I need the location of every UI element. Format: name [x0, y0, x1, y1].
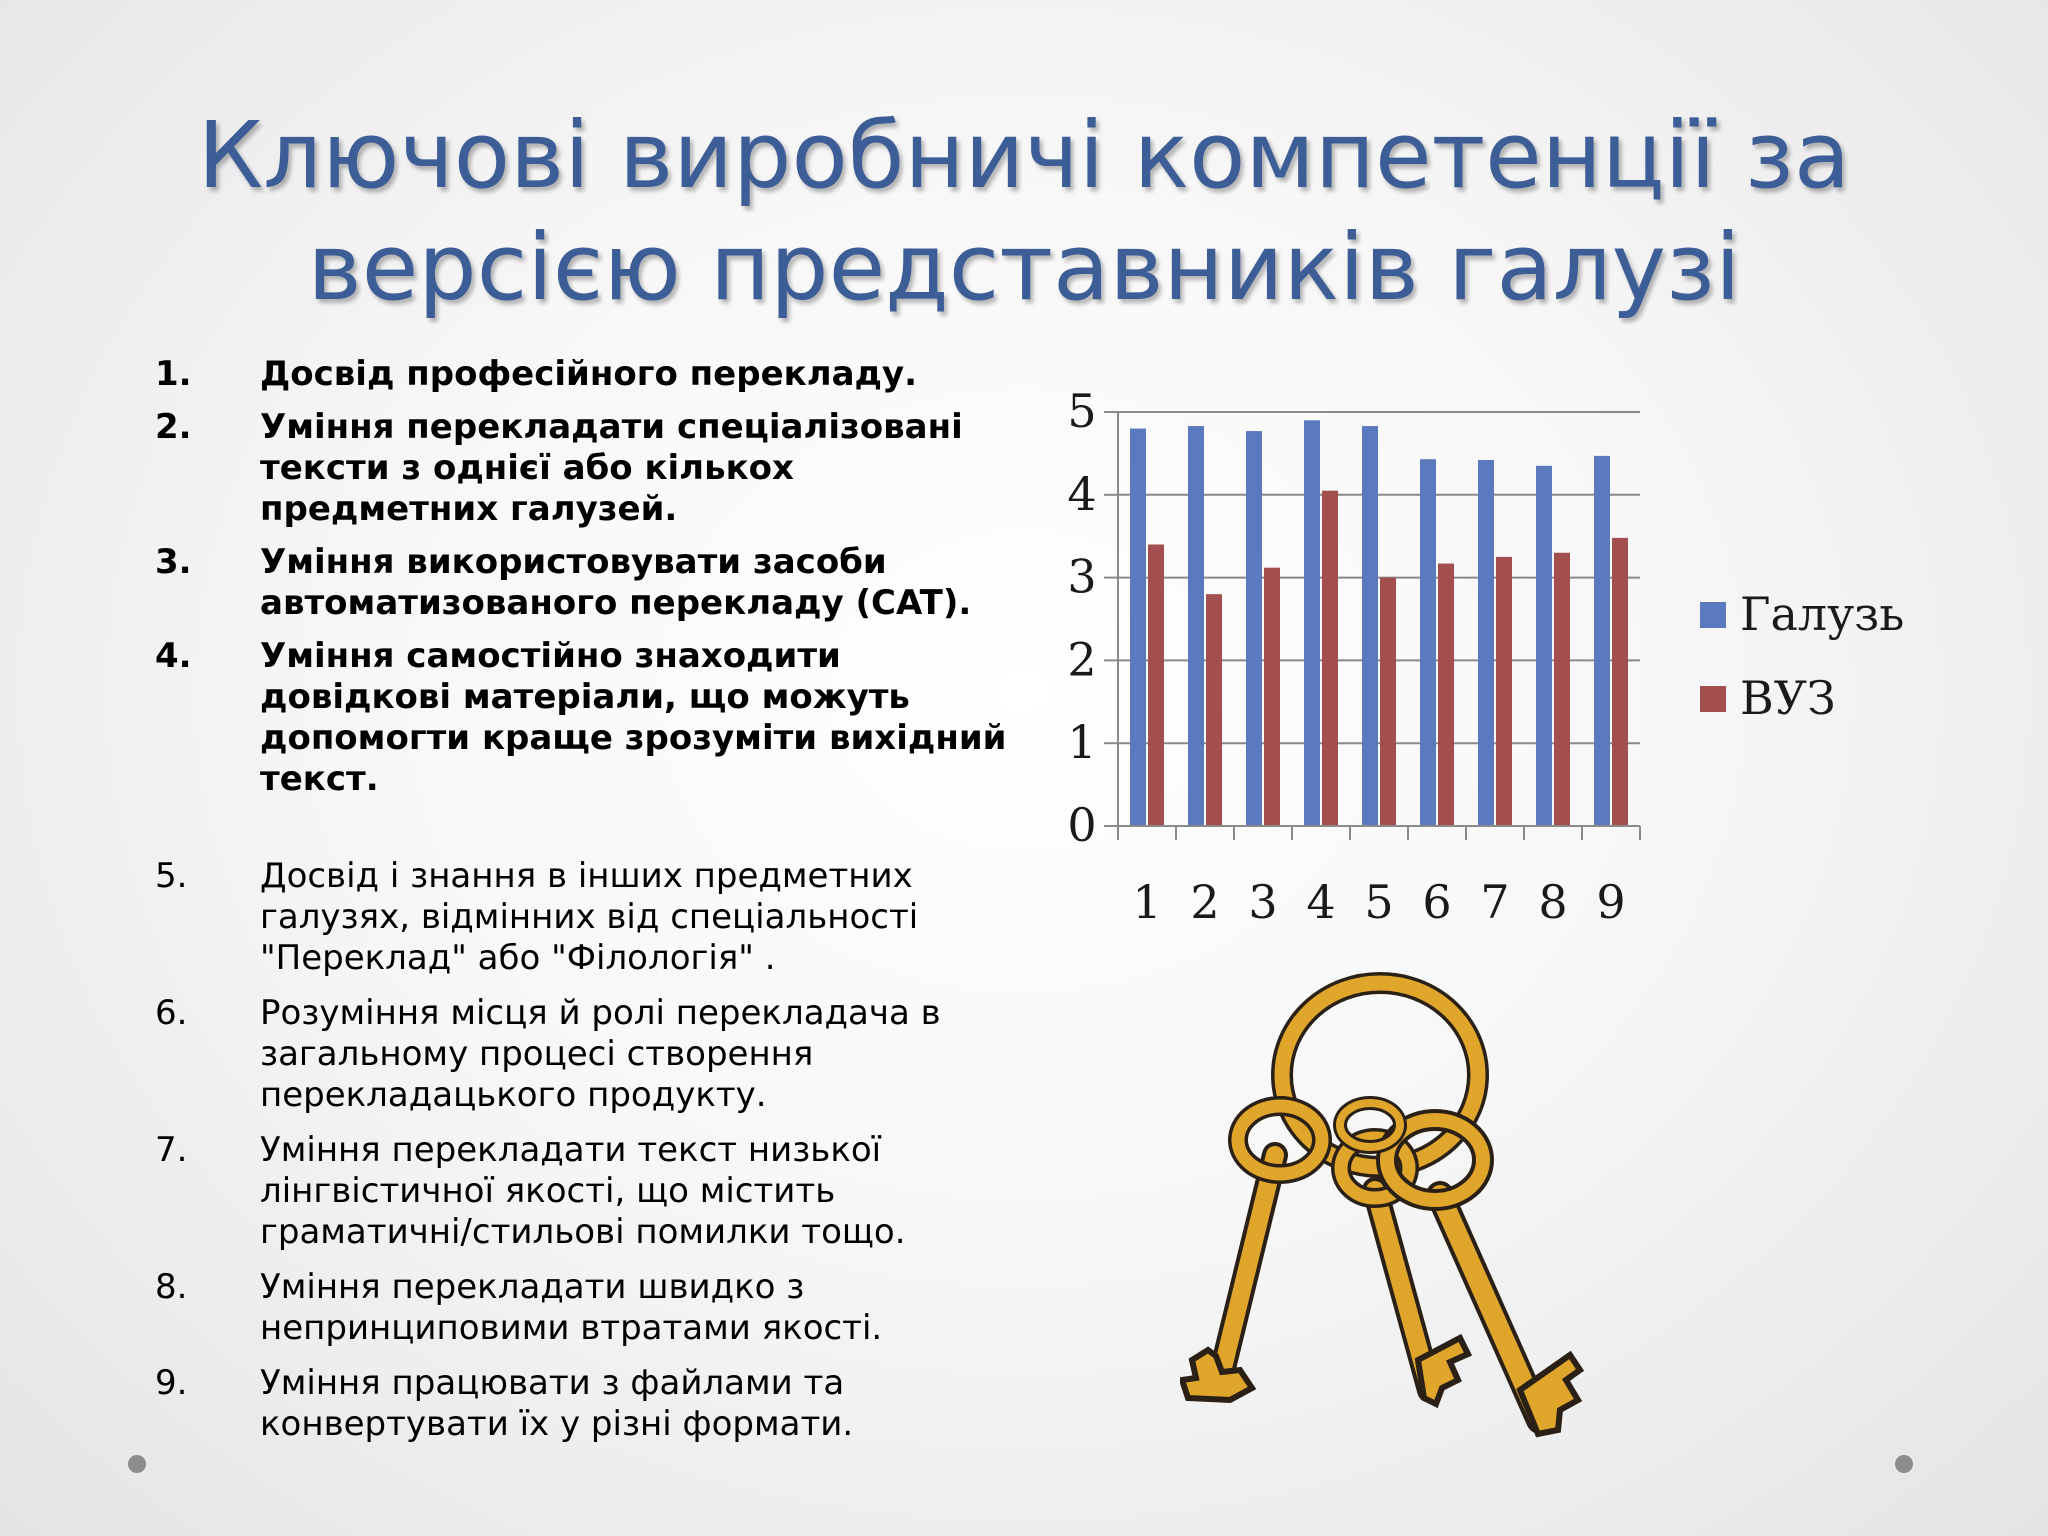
list-item-text: Уміння перекладати швидко з непринциповими втратами якості. [260, 1267, 883, 1348]
bar-university [1148, 544, 1164, 826]
list-item-number: 9. [155, 1363, 188, 1403]
y-tick-label: 2 [1067, 632, 1097, 687]
competency-bar-chart [1000, 370, 1950, 970]
bar-university [1438, 564, 1454, 826]
x-tick-label: 4 [1306, 875, 1336, 929]
title-line-1: Ключові виробничі компетенції за [197, 102, 1851, 209]
competency-list-primary [155, 354, 1015, 812]
bar-university [1264, 568, 1280, 826]
x-tick-label: 8 [1538, 875, 1568, 929]
list-item-number: 5. [155, 856, 188, 896]
x-tick-label: 9 [1596, 875, 1626, 929]
x-tick-label: 7 [1480, 875, 1510, 929]
list-item-text: Уміння працювати з файлами та конвертувати їх у різні формати. [260, 1363, 854, 1444]
y-tick-label: 0 [1067, 798, 1097, 852]
y-tick-label: 1 [1067, 715, 1097, 770]
list-item-text: Уміння перекладати спеціалізовані тексти з однієї або кількох предметних галузей. [260, 407, 963, 529]
list-item-number: 6. [155, 993, 188, 1033]
list-item [155, 1130, 1015, 1253]
list-item-number: 4. [155, 636, 192, 676]
bar-industry [1362, 426, 1378, 826]
list-item-text: Розуміння місця й ролі перекладача в загальному процесі створення перекладацького продукту. [260, 993, 941, 1115]
slide-dot-decoration [1895, 1455, 1913, 1473]
keys-illustration-icon [1180, 960, 1640, 1440]
bar-university [1322, 491, 1338, 826]
list-item-number: 3. [155, 542, 192, 582]
list-item-number: 2. [155, 407, 192, 447]
bar-university [1206, 594, 1222, 826]
y-tick-label: 4 [1067, 466, 1097, 521]
list-item-text: Досвід і знання в інших предметних галузях, відмінних від спеціальності "Переклад" або "Філологія" . [260, 856, 919, 978]
list-item [155, 993, 1015, 1116]
competency-list-secondary [155, 856, 1015, 1459]
list-item-text: Уміння самостійно знаходити довідкові матеріали, що можуть допомогти краще зрозуміти вихідний текст. [260, 636, 1007, 799]
list-item-number: 8. [155, 1267, 188, 1307]
bar-industry [1246, 431, 1262, 826]
bar-industry [1594, 456, 1610, 826]
list-item-text: Уміння перекладати текст низької лінгвістичної якості, що містить граматичні/стильові помилки тощо. [260, 1130, 906, 1252]
bar-industry [1420, 459, 1436, 826]
list-item [155, 354, 1015, 395]
bar-industry [1304, 420, 1320, 826]
chart-legend [1700, 587, 1904, 725]
x-tick-label: 3 [1248, 875, 1278, 929]
bar-university [1554, 553, 1570, 826]
list-item [155, 1267, 1015, 1349]
legend-label: ВУЗ [1740, 671, 1836, 725]
bar-industry [1536, 466, 1552, 826]
list-item [155, 407, 1015, 530]
bar-industry [1130, 429, 1146, 826]
x-tick-label: 5 [1364, 875, 1394, 929]
y-tick-label: 5 [1067, 384, 1097, 438]
list-item [155, 856, 1015, 979]
bar-university [1612, 538, 1628, 826]
legend-swatch [1700, 602, 1726, 628]
chart-bars [1130, 420, 1628, 826]
slide-title [120, 100, 1928, 324]
list-item [155, 636, 1015, 800]
legend-swatch [1700, 686, 1726, 712]
x-tick-label: 1 [1132, 875, 1162, 929]
bar-university [1380, 578, 1396, 826]
list-item [155, 1363, 1015, 1445]
list-item-text: Досвід професійного перекладу. [260, 354, 918, 394]
slide-dot-decoration [128, 1455, 146, 1473]
legend-label: Галузь [1740, 587, 1905, 641]
list-item-number: 7. [155, 1130, 188, 1170]
bar-industry [1188, 426, 1204, 826]
list-item-text: Уміння використовувати засоби автоматизованого перекладу (CAT). [260, 542, 972, 623]
y-tick-label: 3 [1067, 549, 1097, 604]
bar-university [1496, 557, 1512, 826]
list-item-number: 1. [155, 354, 192, 394]
title-line-2: версією представників галузі [307, 214, 1741, 321]
x-tick-label: 2 [1190, 875, 1220, 929]
bar-industry [1478, 460, 1494, 826]
x-tick-label: 6 [1422, 875, 1452, 929]
list-item [155, 542, 1015, 624]
